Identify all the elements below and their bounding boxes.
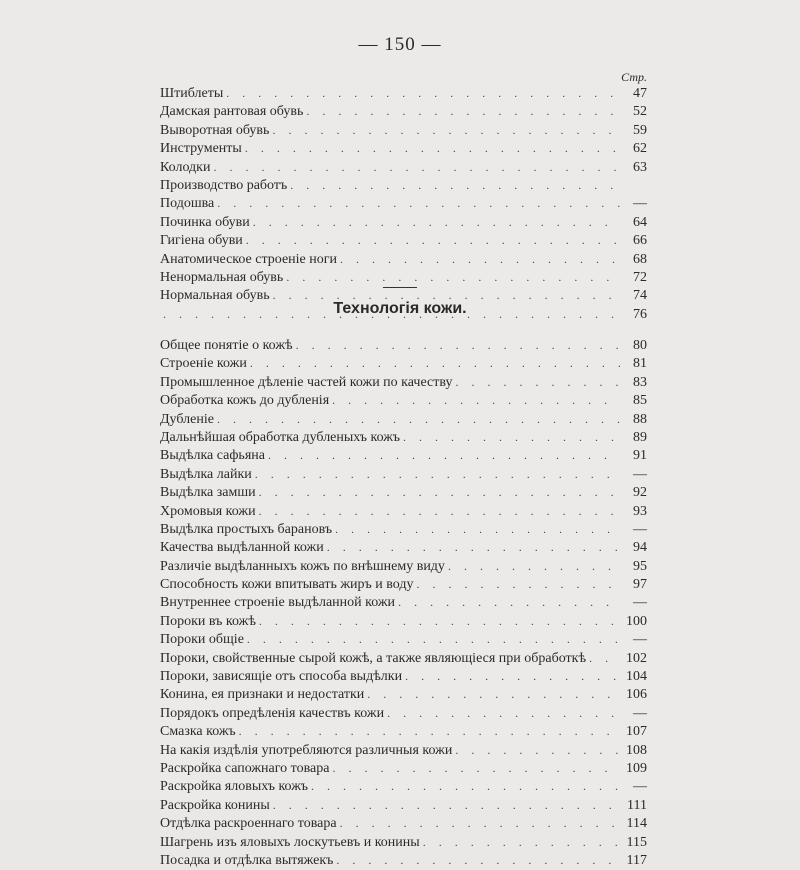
toc-entry xyxy=(160,410,647,428)
dot-leader xyxy=(290,176,620,194)
dot-leader xyxy=(247,630,620,648)
toc-entry-page: 111 xyxy=(627,797,647,813)
toc-entry-title: Выдѣлка сафьяна xyxy=(160,448,265,464)
toc-entry-title: Производство работъ xyxy=(160,177,288,193)
toc-entry-title: Пороки общіе xyxy=(160,632,244,648)
toc-entry-page: 66 xyxy=(633,233,647,249)
dot-leader xyxy=(306,102,620,120)
toc-entry-title: Отдѣлка раскроеннаго товара xyxy=(160,816,337,832)
toc-entry-title: Анатомическое строеніе ноги xyxy=(160,251,337,267)
toc-entry-page: 64 xyxy=(633,214,647,230)
toc-entry-title: Дубленіе xyxy=(160,411,214,427)
dot-leader xyxy=(259,502,620,520)
toc-entry-title: Дамская рантовая обувь xyxy=(160,104,304,120)
dot-leader xyxy=(332,759,620,777)
toc-entry xyxy=(160,250,647,268)
toc-entry-page: 108 xyxy=(626,742,647,758)
toc-entry-page: 92 xyxy=(633,485,647,501)
dot-leader xyxy=(259,483,620,501)
toc-entry xyxy=(160,796,647,814)
toc-entry xyxy=(160,102,647,120)
toc-entry-title: Раскройка конины xyxy=(160,797,270,813)
toc-entry xyxy=(160,593,647,611)
toc-entry-title: Пороки, свойственные сырой кожѣ, а также являющіеся при обработкѣ xyxy=(160,650,587,666)
dot-leader xyxy=(226,84,620,102)
toc-entry-page: — xyxy=(633,196,647,212)
toc-entry-title: Внутреннее строеніе выдѣланной кожи xyxy=(160,595,396,611)
toc-entry-page: 97 xyxy=(633,577,647,593)
toc-entry-title: Гигіена обуви xyxy=(160,233,243,249)
toc-entry-page: 94 xyxy=(633,540,647,556)
toc-entry-title: Нормальная обувь xyxy=(160,288,270,304)
dot-leader xyxy=(217,410,620,428)
toc-entry-page: 104 xyxy=(626,669,647,685)
dot-leader xyxy=(253,213,620,231)
toc-entry xyxy=(160,84,647,102)
toc-entry-page: 62 xyxy=(633,141,647,157)
toc-entry xyxy=(160,158,647,176)
dot-leader xyxy=(405,667,620,685)
toc-entry-page: 93 xyxy=(633,503,647,519)
toc-entry xyxy=(160,336,647,354)
toc-entry xyxy=(160,722,647,740)
dot-leader xyxy=(403,428,620,446)
page-column-header: Стр. xyxy=(621,70,647,84)
dot-leader xyxy=(268,446,620,464)
dot-leader xyxy=(213,158,620,176)
toc-entry-page: 59 xyxy=(633,122,647,138)
dot-leader xyxy=(311,777,620,795)
toc-entry-page: 88 xyxy=(633,411,647,427)
toc-entry-page: 102 xyxy=(626,650,647,666)
toc-entry-page: 47 xyxy=(633,86,647,101)
toc-section-leather xyxy=(160,336,647,869)
toc-entry-title: Выдѣлка простыхъ барановъ xyxy=(160,521,333,537)
toc-entry xyxy=(160,538,647,556)
toc-entry-title: Порядокъ опредѣленія качествъ кожи xyxy=(160,705,385,721)
dot-leader xyxy=(273,796,620,814)
dot-leader xyxy=(239,722,620,740)
toc-entry-page: 106 xyxy=(626,687,647,703)
toc-entry xyxy=(160,814,647,832)
toc-entry-page: 72 xyxy=(633,269,647,285)
toc-entry xyxy=(160,354,647,372)
toc-entry xyxy=(160,194,647,212)
toc-entry-page: 114 xyxy=(626,816,647,832)
toc-entry-title: Выворотная обувь xyxy=(160,122,270,138)
dot-leader xyxy=(286,268,620,286)
toc-entry-title: Пороки, зависящіе отъ способа выдѣлки xyxy=(160,669,403,685)
toc-entry xyxy=(160,520,647,538)
toc-entry-page: — xyxy=(633,779,647,795)
dot-leader xyxy=(246,231,620,249)
toc-entry-page: 83 xyxy=(633,374,647,390)
toc-entry-title: Инструменты xyxy=(160,141,242,157)
toc-entry xyxy=(160,833,647,851)
toc-entry-page: 52 xyxy=(633,104,647,120)
section-heading: Технологія кожи. xyxy=(333,300,467,317)
toc-entry xyxy=(160,667,647,685)
dot-leader xyxy=(272,121,620,139)
toc-entry-page: 80 xyxy=(633,338,647,353)
toc-entry-page: — xyxy=(633,466,647,482)
dot-leader xyxy=(417,575,620,593)
dot-leader xyxy=(259,612,620,630)
toc-entry-title: Колодки xyxy=(160,159,211,175)
toc-entry-page: 76 xyxy=(633,306,647,322)
toc-entry-title: Обработка кожъ до дубленія xyxy=(160,393,330,409)
dot-leader xyxy=(398,593,620,611)
toc-entry xyxy=(160,446,647,464)
toc-entry-page: 85 xyxy=(633,393,647,409)
dot-leader xyxy=(250,354,620,372)
toc-entry xyxy=(160,630,647,648)
dot-leader xyxy=(448,557,620,575)
dot-leader xyxy=(255,465,620,483)
dot-leader xyxy=(296,336,620,354)
dot-leader xyxy=(455,373,620,391)
toc-entry xyxy=(160,231,647,249)
toc-entry-title: Выдѣлка лайки xyxy=(160,466,252,482)
toc-entry xyxy=(160,213,647,231)
dot-leader xyxy=(217,194,620,212)
toc-entry-title: Починка обуви xyxy=(160,214,250,230)
toc-entry xyxy=(160,373,647,391)
toc-entry xyxy=(160,428,647,446)
dot-leader xyxy=(589,649,620,667)
toc-entry-page: — xyxy=(633,595,647,611)
toc-entry xyxy=(160,612,647,630)
toc-entry xyxy=(160,391,647,409)
toc-entry xyxy=(160,268,647,286)
toc-entry xyxy=(160,851,647,869)
toc-entry-page: 81 xyxy=(633,356,647,372)
toc-entry-title: Дальнѣйшая обработка дубленыхъ кожъ xyxy=(160,429,400,445)
toc-entry-page: 109 xyxy=(626,760,647,776)
toc-entry-title: Промышленное дѣленіе частей кожи по качеству xyxy=(160,374,453,390)
toc-entry-title: Ненормальная обувь xyxy=(160,269,284,285)
toc-entry xyxy=(160,685,647,703)
toc-entry-page: 68 xyxy=(633,251,647,267)
toc-entry-title: Раскройка яловыхъ кожъ xyxy=(160,779,308,795)
toc-entry-page: 63 xyxy=(633,159,647,175)
toc-entry xyxy=(160,704,647,722)
dot-leader xyxy=(455,741,620,759)
toc-entry xyxy=(160,741,647,759)
toc-entry-page: 95 xyxy=(633,558,647,574)
toc-entry-title: Различіе выдѣланныхъ кожъ по внѣшнему виду xyxy=(160,558,445,574)
toc-entry-page: — xyxy=(633,705,647,721)
toc-entry xyxy=(160,483,647,501)
toc-entry-title: Смазка кожъ xyxy=(160,724,236,740)
toc-entry-page: 115 xyxy=(626,834,647,850)
toc-entry-page: — xyxy=(633,632,647,648)
toc-entry-title: Пороки въ кожѣ xyxy=(160,613,256,629)
dot-leader xyxy=(367,685,620,703)
toc-entry xyxy=(160,557,647,575)
toc-entry-title: Посадка и отдѣлка вытяжекъ xyxy=(160,852,334,868)
toc-entry-title: Шагрень изъ яловыхъ лоскутьевъ и конины xyxy=(160,834,420,850)
dot-leader xyxy=(423,833,620,851)
toc-entry-title: Раскройка сапожнаго товара xyxy=(160,760,330,776)
toc-entry-title: Штиблеты xyxy=(160,86,224,101)
toc-entry xyxy=(160,121,647,139)
dot-leader xyxy=(327,538,620,556)
toc-entry xyxy=(160,465,647,483)
toc-entry xyxy=(160,139,647,157)
toc-entry-page: 91 xyxy=(633,448,647,464)
page-number: — 150 — xyxy=(358,34,442,55)
toc-entry-title: Общее понятіе о кожѣ xyxy=(160,338,293,353)
toc-entry xyxy=(160,575,647,593)
toc-entry xyxy=(160,649,647,667)
toc-entry-title: Выдѣлка замши xyxy=(160,485,256,501)
dot-leader xyxy=(335,520,620,538)
dot-leader xyxy=(332,391,620,409)
dot-leader xyxy=(340,814,620,832)
toc-entry xyxy=(160,176,647,194)
toc-entry-page: 89 xyxy=(633,429,647,445)
toc-entry-page: 117 xyxy=(626,852,647,868)
toc-entry xyxy=(160,502,647,520)
toc-entry-page: — xyxy=(633,521,647,537)
toc-entry xyxy=(160,759,647,777)
dot-leader xyxy=(387,704,620,722)
dot-leader xyxy=(336,851,620,869)
toc-entry-title: Подошва xyxy=(160,196,215,212)
toc-entry-page: 100 xyxy=(626,613,647,629)
toc-entry-title: Качества выдѣланной кожи xyxy=(160,540,324,556)
dot-leader xyxy=(340,250,620,268)
toc-entry-title: Строеніе кожи xyxy=(160,356,247,372)
toc-entry xyxy=(160,777,647,795)
toc-entry-title: Способность кожи впитывать жиръ и воду xyxy=(160,577,414,593)
dot-leader xyxy=(245,139,620,157)
toc-entry-title: На какія издѣлія употребляются различныя кожи xyxy=(160,742,453,758)
toc-entry-page: 74 xyxy=(633,288,647,304)
toc-entry-title: Конина, ея признаки и недостатки xyxy=(160,687,365,703)
toc-entry-page: 107 xyxy=(626,724,647,740)
section-divider xyxy=(383,287,417,288)
toc-entry-title: Хромовыя кожи xyxy=(160,503,256,519)
